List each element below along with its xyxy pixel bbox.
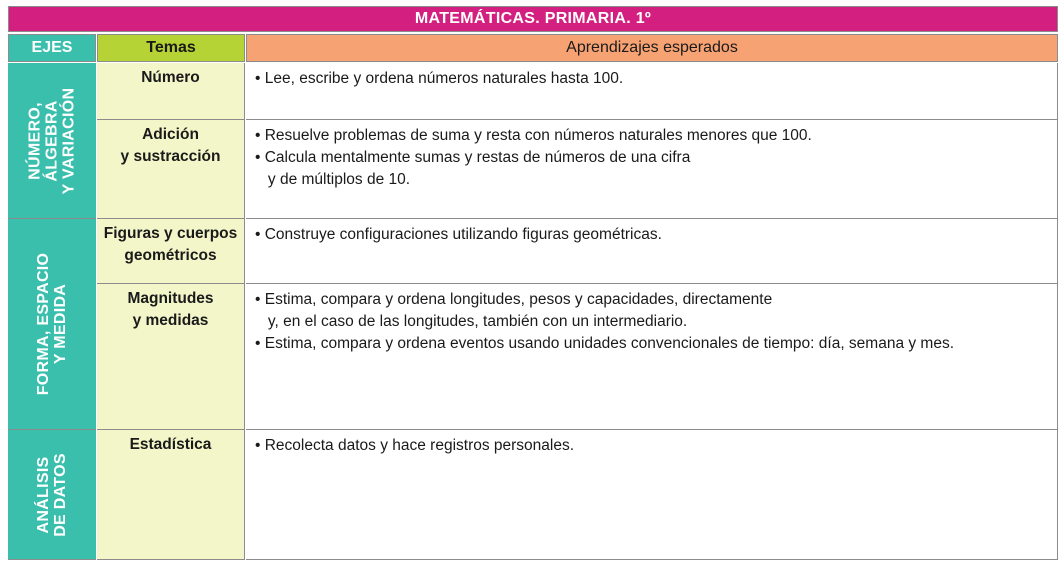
tema-estadistica: Estadística [97,430,245,560]
list-item: • Estima, compara y ordena longitudes, pesos y capacidades, directamente y, en el caso de las longitudes, también con un intermediario. [255,291,773,330]
list-item: • Estima, compara y ordena eventos usando unidades convencionales de tiempo: día, semana y mes. [255,335,955,352]
eje-numero-algebra [8,63,96,219]
tema-adicion: Adición y sustracción [97,120,245,219]
header-ejes: EJES [8,34,96,62]
eje-label: ANÁLISIS DE DATOS [35,452,69,537]
eje-label: NÚMERO, ÁLGEBRA Y VARIACIÓN [26,87,78,194]
tema-figuras: Figuras y cuerpos geométricos [97,219,245,284]
aprendizajes-magnitudes [246,284,1058,430]
tema-numero: Número [97,63,245,120]
header-temas: Temas [97,34,245,62]
aprendizajes-estadistica [246,430,1058,560]
list-item: • Calcula mentalmente sumas y restas de números de una cifra y de múltiplos de 10. [255,149,691,188]
aprendizajes-figuras [246,219,1058,284]
list-item: • Recolecta datos y hace registros personales. [255,437,575,454]
list-item: • Resuelve problemas de suma y resta con números naturales menores que 100. [255,127,812,144]
tema-magnitudes: Magnitudes y medidas [97,284,245,430]
eje-analisis-datos [8,430,96,560]
aprendizajes-adicion [246,120,1058,219]
header-aprendizajes: Aprendizajes esperados [246,34,1058,62]
list-item: • Construye configuraciones utilizando figuras geométricas. [255,226,662,243]
list-item: • Lee, escribe y ordena números naturales hasta 100. [255,70,624,87]
table-title: MATEMÁTICAS. PRIMARIA. 1º [8,6,1058,32]
aprendizajes-numero [246,63,1058,120]
eje-forma-espacio [8,219,96,430]
eje-label: FORMA, ESPACIO Y MEDIDA [35,252,69,396]
